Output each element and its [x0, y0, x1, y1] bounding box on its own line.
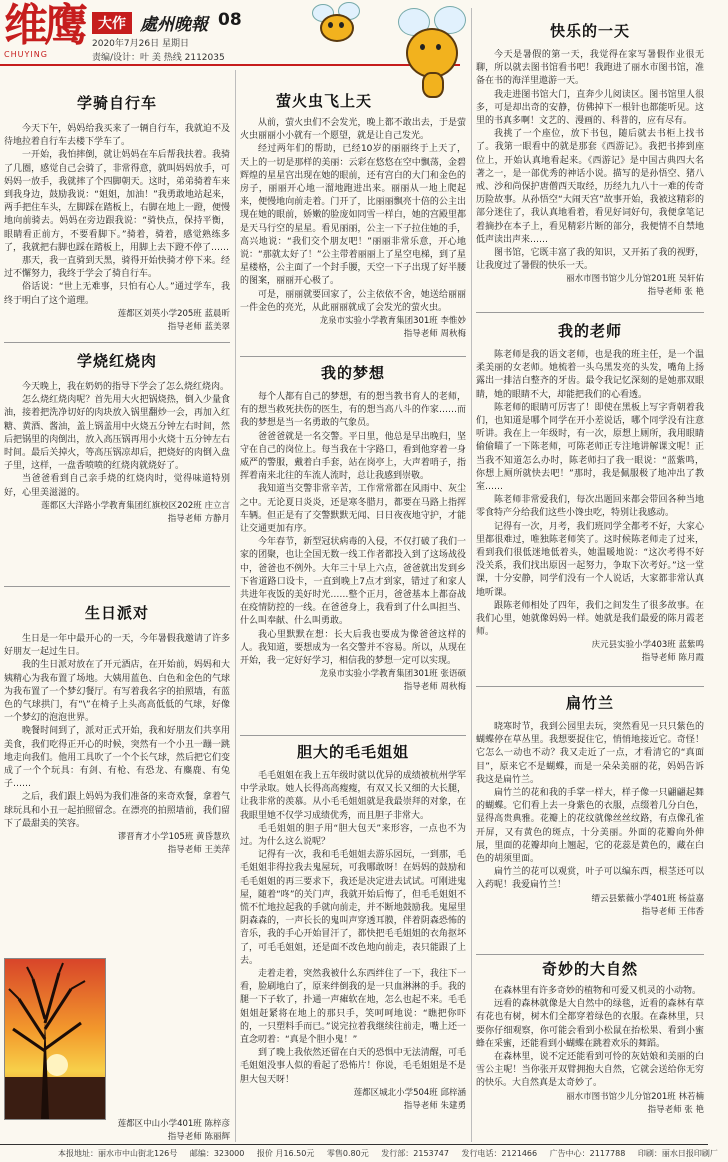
article-paragraph: 陈老师是我的语文老师，也是我的班主任，是一个温柔美丽的女老师。她梳着一头乌黑发亮的头发，嘴角上扬露出一排洁白整齐的牙齿。最令我记忆深刻的是她那双眼睛，她的眼睛不大，却能把我们的心看透。 — [476, 350, 704, 400]
sunset-tree-painting — [4, 958, 106, 1120]
article-title: 我的老师 — [557, 322, 622, 340]
teacher-line: 指导老师 陈丽辉 — [167, 1132, 230, 1142]
article-paragraph: 俗话说：“世上无难事，只怕有心人。”通过学车，我终于明白了这个道理。 — [4, 282, 230, 306]
footer-retail-price: 零售0.80元 — [326, 1149, 369, 1158]
article-title: 奇妙的大自然 — [541, 960, 638, 978]
article-title: 扁竹兰 — [565, 694, 614, 712]
author-line: 龙泉市实验小学教育集团301班 张语硕 — [319, 669, 466, 680]
bee-mascot-icon — [396, 2, 466, 102]
article-paragraph: 每个人都有自己的梦想，有的想当教书育人的老师，有的想当救死扶伤的医生，有的想当高八斗的作家……而我的梦想是当一名勇敢的气象员。 — [240, 392, 466, 429]
footer-distribution: 发行部：2153747 — [381, 1149, 449, 1158]
author-line: 莲都区城北小学504班 邱梓涵 — [353, 1087, 466, 1098]
footer-printer: 印刷：丽水日报印刷厂 — [637, 1149, 718, 1158]
author-line: 龙泉市实验小学教育集团301班 李惟妙 — [319, 316, 466, 327]
page-number: 08 — [218, 10, 242, 30]
article-paragraph: 记得有一次，月考，我们班同学全都考不好，大家心里都很难过，唯独陈老师笑了。这时候陈老师走了过来，看到我们很低迷地低着头，她温暖地说：“这次考得不好没关系，我们找出原因一起努力，争取下次考好。”这一堂课，十分安静，同学们没有一个人说话，大家都非常认真地听课。 — [476, 521, 704, 598]
editor-line: 责编/设计：叶 美 热线 2112035 — [92, 53, 225, 63]
author-line: 庆元县实验小学403班 蓝紫鸣 — [591, 640, 704, 651]
teacher-line: 指导老师 周秋梅 — [403, 682, 466, 693]
teacher-line: 指导老师 朱建勇 — [403, 1100, 466, 1111]
article-paragraph: 跟陈老师相处了四年，我们之间发生了很多故事。在我们心里，她就像妈妈一样。她就是我们最爱的陈月霞老师。 — [476, 600, 704, 638]
article-paragraph: 我知道当交警非常辛苦，工作常常都在风雨中、灰尘之中。无论夏日炎炎，还是寒冬腊月，都要在马路上指挥车辆。但正是有了交警默默无闻、日日夜夜地守护，才能让交通更加有序。 — [240, 484, 466, 535]
footer-distribution-phone: 发行电话：2121466 — [461, 1149, 538, 1158]
footer-rule — [0, 1144, 708, 1145]
header-rule — [0, 64, 460, 66]
teacher-line: 指导老师 张 艳 — [647, 287, 704, 298]
article-title: 学骑自行车 — [76, 94, 157, 112]
article-title: 胆大的毛毛姐姐 — [296, 743, 409, 761]
article-paragraph: 走着走着，突然我被什么东西绊住了一下，我往下一看，脸刷地白了，原来绊倒我的是一只血淋淋的手。我的腿一下子软了，扑通一声瘫软在地，怎么也起不来。毛毛姐姐赶紧将在地上的那只手，笑呵呵地说：“瞧把你吓的，一只塑料手而已。”说完拉着我继续往前走，嘴上还一直念叨着：“真是个胆小鬼！” — [240, 969, 466, 1046]
teacher-line: 指导老师 蓝美翠 — [167, 321, 230, 332]
footer-monthly-price: 报价 月16.50元 — [256, 1149, 315, 1158]
article-paragraph: 记得有一次，我和毛毛姐姐去游乐园玩，一到那，毛毛姐姐非得拉我去鬼屋玩，可我哪敢呀！在妈妈的鼓励和毛毛姐姐的再三要求下，我还是决定进去试试。可刚进鬼屋，随着“咚”的关门声，我就开始后悔了，但毛毛姐姐不慌不忙地拉起我的手就向前走，并不断地鼓励我。鬼屋里阴森森的，一声长长的鬼叫声穿透耳膜，伴着阴森恐怖的音乐，我的手心开始冒汗了，都快把毛毛姐姐的衣角抠坏了，可毛毛姐姐，还是面不改色地向前走，表只能跟了上去。 — [240, 850, 466, 966]
section-badge: 大作 — [92, 12, 132, 34]
article-paragraph: 爸爸爸就是一名交警。平日里，他总是早出晚归，坚守在自己的岗位上。每当我在十字路口，看到他穿着一身威严的警服，戴着白手套，站在岗亭上，大声着哨子，指挥着南来北往的车流人流时，总让我感到崇敬。 — [240, 431, 466, 482]
sunset-tree-drawing — [5, 959, 105, 1119]
footer-address: 本报地址：丽水市中山街北126号 — [58, 1149, 178, 1158]
column-divider — [471, 8, 472, 1142]
article-braised-pork — [4, 350, 230, 526]
divider — [476, 686, 704, 687]
article-title: 学烧红烧肉 — [76, 352, 157, 370]
article-bamboo-orchid — [476, 692, 704, 919]
article-paragraph: 毛毛姐姐在我上五年级时就以优异的成绩被杭州学军中学录取。她人长得高高瘦瘦，有双又长又细的大长腿，让我非常的羡慕。从小毛毛姐姐就是我最崇拜的对象，在我眼里她不仅学习成绩优秀，而且胆子非常大。 — [240, 771, 466, 821]
article-paragraph: 我的生日派对放在了开元酒店，在开始前，妈妈和大姨精心为我布置了场地。大姨用蓝色、白色和金色的气球为我布置了一个梦幻餐厅。有写着我名字的拍照墙，有蓝色的气球拱门，有“\”在椅子上头高高低低的气球，好像一个梦幻的泡泡世界。 — [4, 660, 230, 724]
article-birthday — [4, 602, 230, 857]
article-paragraph: 从前，萤火虫们不会发光，晚上都不敢出去，于是萤火虫丽丽小小就有一个愿望，就是让自己发光。 — [240, 118, 466, 142]
article-paragraph: 今天是暑假的第一天，我觉得在家写暑假作业很无聊，所以就去图书馆看书吧！我跑进了丽水市图书馆，准备在书的海洋里遨游一天。 — [476, 50, 704, 87]
divider — [240, 735, 466, 736]
article-paragraph: 之后，我们跟上妈妈为我们准备的来奇欢餐，拿着气球玩具和小丑一起拍照留念。在漂亮的拍照墙前，我们留下了最甜美的笑容。 — [4, 792, 230, 829]
article-paragraph: 图书馆，它既丰富了我的知识，又开拓了我的视野，让我度过了暑假的快乐一天。 — [476, 248, 704, 272]
painting-caption — [4, 1118, 230, 1144]
author-line: 丽水市图书馆少儿分馆201班 林若楠 — [566, 1091, 704, 1102]
article-paragraph: 扁竹兰的花可以观赏，叶子可以编东西，根茎还可以入药呢！我爱扁竹兰！ — [476, 867, 704, 891]
article-paragraph: 远看的森林就像是大自然中的绿毯，近看的森林有草有花也有树，树木们全都穿着绿色的衣服。在森林里，只要你仔细观察，你可能会看到小松鼠在抬松果、看到小蜜蜂在采蜜，还能看到小蝴蝶在跳着欢乐的舞蹈。 — [476, 999, 704, 1049]
article-paragraph: 晚餐时间到了，派对正式开始，我和好朋友们共享用美食，我们吃得正开心的时候，突然有一个小丑一蹦一跳地走向我们。他用工具吹了一个个长气球，然后把它们变成了一个个玩具：有剑、有枪、有恐龙、有麋鹿、有兔子…… — [4, 726, 230, 790]
article-my-teacher — [476, 320, 704, 665]
article-dream — [240, 362, 466, 694]
article-title: 快乐的一天 — [549, 22, 630, 40]
article-paragraph: 今年春节，新型冠状病毒的入侵，不仅打破了我们一家的团聚，也让全国无数一线工作者都投入到了这场战役中，爸爸也不例外。大年三十早上六点，爸爸就出发到乡下省道路口设卡，一直到晚上7点才到家，错过了和家人共进年夜饭的美好时光……整个正月，爸爸基本上都奋战在疫情防控的一线。在爸爸身上，我看到了什么叫担当、什么叫奉献、什么叫勇敢。 — [240, 537, 466, 627]
author-line: 缙云县紫薇小学401班 杨益嘉 — [591, 893, 704, 904]
article-paragraph: 那天，我一直骑到天黑，骑得开始快骑才停下来。经过不懈努力，我终于学会了骑自行车。 — [4, 256, 230, 280]
article-paragraph: 今天晚上，我在奶奶的指导下学会了怎么烧红烧肉。 — [22, 382, 230, 392]
teacher-line: 指导老师 陈月霞 — [641, 653, 704, 664]
teacher-line: 指导老师 张 艳 — [647, 1104, 704, 1115]
footer-postcode: 邮编：323000 — [189, 1149, 245, 1158]
page-footer — [0, 1146, 718, 1162]
article-title: 我的梦想 — [320, 364, 385, 382]
article-paragraph: 今天下午，妈妈给我买来了一辆自行车，我就迫不及待地拉着自行车去楼下学车了。 — [4, 124, 230, 148]
divider — [4, 342, 230, 343]
teacher-line: 指导老师 王伟香 — [641, 906, 704, 917]
article-title: 生日派对 — [84, 604, 149, 622]
article-paragraph: 在森林里，说不定还能看到可怜的灰姑娘和美丽的白雪公主呢！当你张开双臂拥抱大自然，它就会送给你无穷的快乐。大自然真是太奇妙了。 — [476, 1052, 704, 1089]
divider — [240, 356, 466, 357]
article-paragraph: 生日是一年中最开心的一天，今年暑假我邀请了许多好朋友一起过生日。 — [4, 634, 230, 658]
article-paragraph: 到了晚上我依然还留在白天的恐惧中无法清醒，可毛毛姐姐没事人似的看起了恐怖片！你说，毛毛姐姐是不是胆大包天呀！ — [240, 1048, 466, 1085]
column-divider — [235, 70, 236, 1142]
article-firefly — [240, 90, 466, 341]
article-bike — [4, 92, 230, 334]
article-paragraph: 我走进图书馆大门，直奔少儿阅读区。图书馆里人很多，可是却出奇的安静，仿佛掉下一根针也都能听见。这里的书真多啊！文艺的、漫画的、科普的，应有尽有。 — [476, 89, 704, 127]
article-paragraph: 扁竹兰的花和我的手掌一样大，样子像一只翩翩起舞的蝴蝶。它们看上去一身紫色的衣服，点缀着几分白色，显得高贵典雅。花瓣上的花纹就像丝丝纹路，有点像孔雀开屏，又有黄色的斑点，十分美丽。外面的花瓣向外伸展，里面的花瓣却向上翘起，它的花蕊是黄色的，藏在白色的胡须里面。 — [476, 788, 704, 865]
date-line: 2020年7月26日 星期日 — [92, 39, 189, 49]
article-paragraph: 我挑了一个座位，放下书包，随后就去书柜上找书了。我第一眼看中的就是那套《西游记》。我把书捧到座位上，开始认真地看起来。《西游记》是中国古典四大名著之一，是一部优秀的神话小说。描写的是孙悟空、猪八戒、沙和尚保护唐僧西天取经，历经九九八十一难的传奇历险故事。从孙悟空“大闹天宫”故事开始，我被这精彩的部分迷住了，我认真地看着，看见好词好句，我便拿笔记着摘抄在本子上，看见精彩片断的部分，我便情不自禁地低声读出声来…… — [476, 129, 704, 245]
divider — [476, 954, 704, 955]
article-sister — [240, 741, 466, 1113]
author-line: 莲都区中山小学401班 陈梓彦 — [117, 1119, 230, 1129]
article-paragraph: 毛毛姐姐的胆子用“胆大包天”来形容，一点也不为过。为什么这么说呢？ — [240, 823, 466, 848]
teacher-line: 指导老师 王美萍 — [167, 845, 230, 856]
article-paragraph: 当爸爸看到自己亲手烧的红烧肉时，觉得味道特别好，心里美滋滋的。 — [4, 474, 230, 498]
author-line: 丽水市图书馆少儿分馆201班 吴轩佑 — [566, 274, 704, 285]
author-line: 莲都区大洋路小学教育集团红旗校区202班 庄立言 — [41, 500, 230, 511]
bee-icon — [308, 2, 364, 42]
article-paragraph: 晓寒时节，我到公园里去玩，突然看见一只只紫色的蝴蝶停在草丛里。我想要捉住它，悄悄地接近它。奇怪！它怎么一动也不动？我又走近了一点，才看清它的“真面目”，原来它不是蝴蝶，而是一朵朵美丽的花，妈妈告诉我这是扁竹兰。 — [476, 722, 704, 785]
paper-name: 處州晚報 — [140, 15, 208, 35]
article-paragraph: 怎么烧红烧肉呢？首先用大火把锅烧热，倒入少量食油，接着把洗净切好的肉块放入锅里翻炒一会，再加入红糖、黄酒、酱油，盖上锅盖用中火烧五分钟左右时间，然后把锅里的肉倒出，放入高压锅再用小火烧十五分钟左右时间。最后关掉火，等高压锅凉却后，把烧好的肉倒入盘子里，这样，一盘香喷喷的红烧肉就烧好了。 — [4, 395, 230, 472]
teacher-line: 指导老师 方静月 — [167, 513, 230, 524]
masthead: 维鹰 — [4, 0, 84, 51]
article-paragraph: 可是，丽丽就要回家了，公主依依不舍，她送给丽丽一件金色的亮光，从此丽丽就成了会发光的萤火虫。 — [240, 289, 466, 313]
article-nature — [476, 958, 704, 1117]
article-paragraph: 经过两年们的帮助，已经10岁的丽丽终于上天了，天上的一切是那样的美丽：云彩在悠悠在空中飘荡，金碧辉煌的星星宫出现在她的眼前，还有宫白的大门和金色的房子，丽丽开心地一溜地跑进出来。丽丽从一地上爬起来，便慢地向前走着。门开了，比丽丽飘亮十倍的公主出现在她的眼前，娇嫩的脸庞如同雪一样白，她的宫殿里都是天马行空的星星。看见丽丽，公主一下子拉住她的手，高兴地说：“我们交个朋友吧！”丽丽非常乐意，开心地说：“那就太好了！”公主带着丽丽上了星空电梯，到了星星楼格，公主面了一个封手腰，天空一下子出现了好半腰的图案，丽丽开心极了。 — [240, 144, 466, 287]
article-paragraph: 一开始，我怕摔倒，就让妈妈在车后帮我扶着。我骑了几圈，感觉自己会骑了，非常得意，就叫妈妈放手，可妈妈一放手，我就摔了个四脚朝天。这时，弟弟骑着车来到我身边，鼓励我说：“姐姐，加油！”我勇敢地站起来，两手把住车头，左脚踩在踏板上，右脚在地上一蹬，便慢地向前骑去。妈妈在旁边跟我说：“骑快点，保持平衡，眼睛看正前方，不要看脚下。”骑着，骑着，感觉熟练多了，我就把右脚也踩在踏板上，用脚上去下蹬不停了…… — [4, 150, 230, 253]
footer-ad-center: 广告中心：2117788 — [549, 1149, 626, 1158]
article-happy-day — [476, 20, 704, 299]
divider — [4, 586, 230, 587]
author-line: 谬晋育才小学105班 黄昏慧玖 — [117, 832, 230, 843]
article-paragraph: 陈老师非常爱我们，每次出题回来都会带回各种当地零食特产分给我们这些小馋虫吃，特别让我感动。 — [476, 495, 704, 519]
author-line: 莲都区刘英小学205班 蓝晨昕 — [117, 308, 230, 319]
article-paragraph: 陈老师的眼睛可厉害了！即使在黑板上写字背朝着我们，也知道是哪个同学在开小差说话，哪个同学没有注意听讲。我在上一年级时，有一次，原想上厕所，我用眼睛偷偷瞄了一下陈老师，可陈老师正专注地讲解课文呢！正当我不知道怎么办时，陈老师扫了我一眼说：“蓝紫鸣，你想上厕所就快去吧！”那时，我是佩服极了地冲出了教室…… — [476, 402, 704, 493]
article-title: 萤火虫飞上天 — [276, 92, 373, 110]
divider — [476, 312, 704, 313]
teacher-line: 指导老师 周秋梅 — [403, 329, 466, 340]
article-paragraph: 我心里默默在想：长大后我也要成为像爸爸这样的人。我知道，要想成为一名交警并不容易。所以，从现在开始，我一定好好学习，相信我的梦想一定可以实现。 — [240, 629, 466, 667]
article-paragraph: 在森林里有许多奇妙的植物和可爱又机灵的小动物。 — [494, 986, 702, 996]
masthead-roman: CHUYING — [4, 50, 48, 59]
